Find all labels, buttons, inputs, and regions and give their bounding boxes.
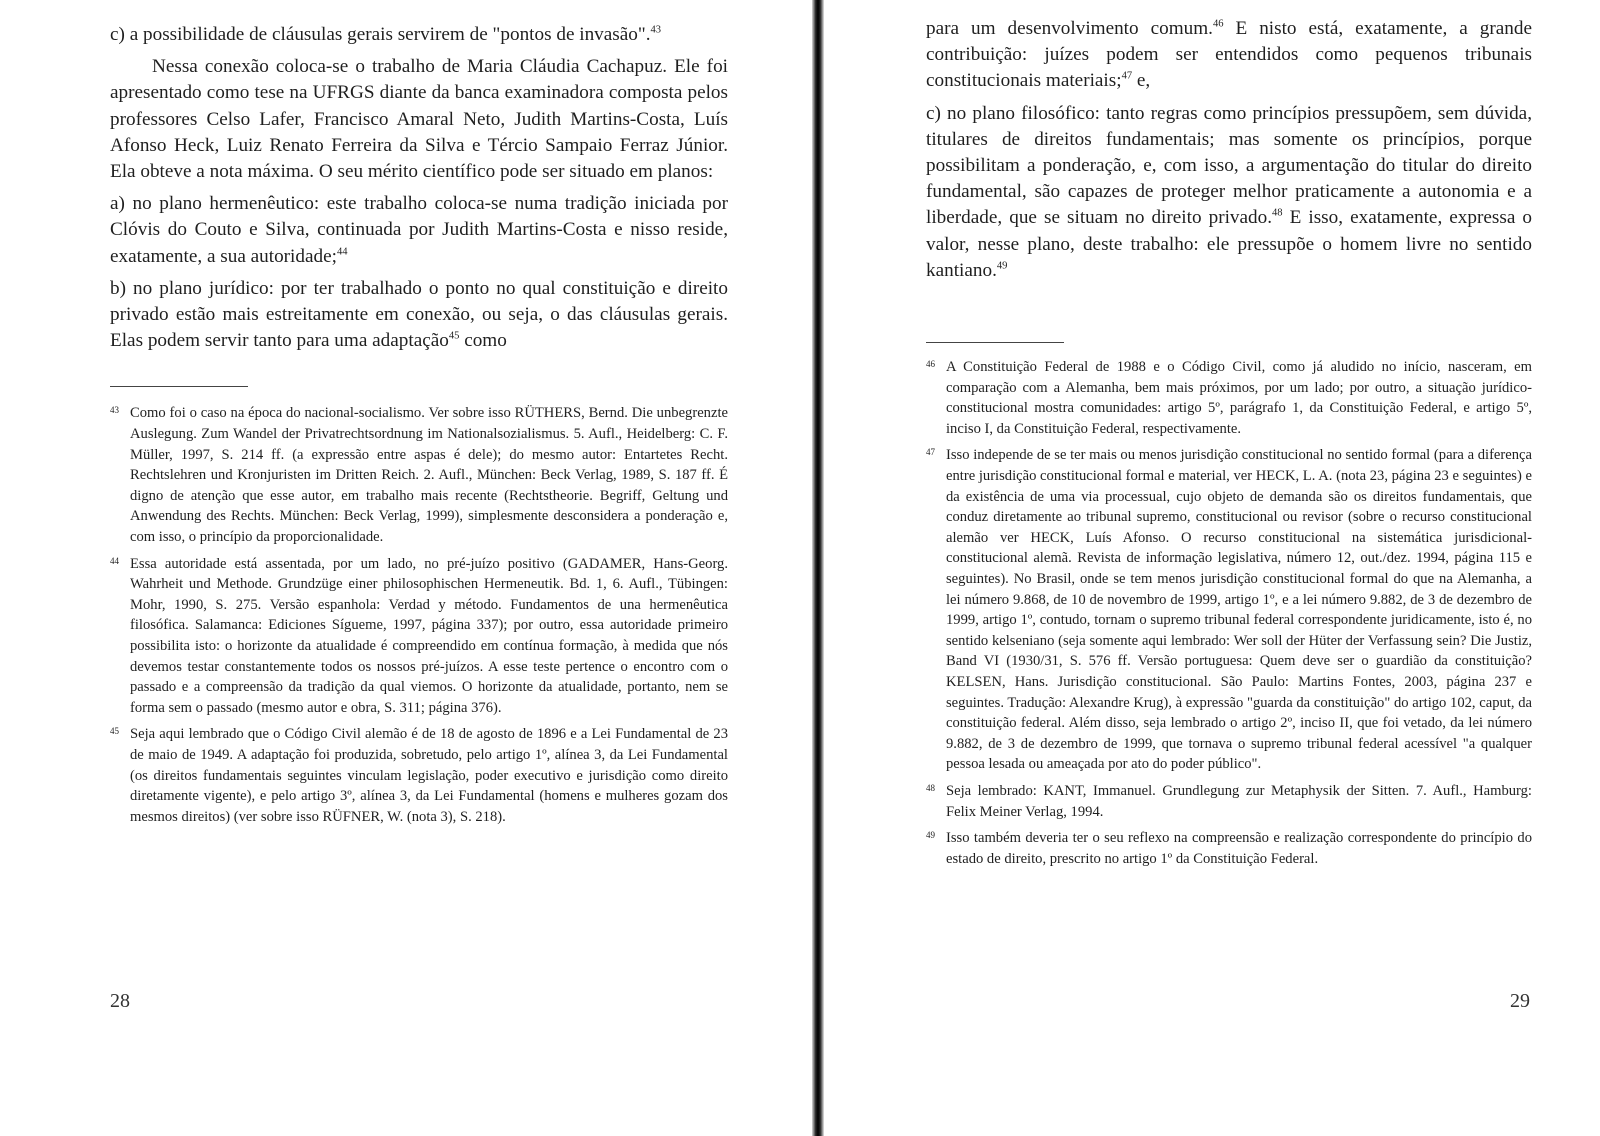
right-paragraph: para um desenvolvimento comum.$^{46}$ E nisto está, exatamente, a grande contribuição: juízes podem ser entendidos como pequenos tribunais constitucionais materiais;$^{47}$ e, (926, 18, 1532, 92)
footnote-text: Seja lembrado: KANT, Immanuel. Grundlegung zur Metaphysik der Sitten. 7. Aufl., Hamburg: Felix Meiner Verlag, 1994. (946, 782, 1532, 820)
footnote (926, 781, 1532, 822)
footnote-divider (110, 386, 248, 387)
footnote-number: 48 (926, 782, 935, 793)
footnote-divider (926, 342, 1064, 343)
footnote-text: Isso independe de se ter mais ou menos jurisdição constitucional no sentido formal (para a diferença entre jurisdição constitucional formal e material, ver HECK, L. A. (nota 23, página 23 e seguintes) e da existência de uma via processual, cujo objeto de demanda são os direitos fundamentais, que conduz diretamente ao tribunal supremo, constitucional ou revisor (sobre o recurso constitucional alemão ver HECK, Luís Afonso. O recurso constitucional na sistemática jurisdicional-constitucional alemã. Revista de informação legislativa, número 12, out./dez. 1994, página 115 e seguintes). No Brasil, onde se tem menos jurisdição constitucional formal do que na Alemanha, a lei número 9.868, de 10 de novembro de 1999, artigo 1º, e a lei número 9.882, de 3 de dezembro de 1999, artigo 1º, contudo, tornam o supremo tribunal federal correspondente juridicamente, isto é, no sentido kelseniano (seja somente aqui lembrado: Wer soll der Hüter der Verfassung sein? Die Justiz, Band VI (1930/31, S. 576 ff. Versão portuguesa: Quem deve ser o guardião da constituição? KELSEN, Hans. Jurisdição constitucional. São Paulo: Martins Fontes, 2003, página 237 e seguintes. Tradução: Alexandre Krug), à expressão "guarda da constituição" do artigo 102, caput, da constituição federal. Além disso, seja lembrado o artigo 2º, inciso II, que foi vetado, da lei número 9.882, de 3 de dezembro de 1999, que tornava o supremo tribunal federal acessível "a qualquer pessoa lesada ou ameaçada por ato do poder público". (946, 447, 1532, 773)
footnote (926, 445, 1532, 775)
note-ref: 49 (996, 260, 1008, 272)
footnote (110, 554, 728, 719)
left-body-text (110, 22, 728, 354)
footnote (926, 828, 1532, 869)
right-body-text (926, 16, 1532, 284)
note-ref: 48 (1272, 208, 1283, 220)
footnote-number: 43 (110, 405, 119, 416)
page-number-right: 29 (1510, 990, 1530, 1012)
left-paragraph: b) no plano jurídico: por ter trabalhado o ponto no qual constituição e direito privado estão mais estreitamente em conexão, ou seja, o das cláusulas gerais. Elas podem servir tanto para uma adaptação$^{45}$ como (110, 277, 728, 352)
note-ref: 46 (1212, 18, 1224, 30)
right-page (822, 0, 1600, 1136)
note-ref: 47 (1121, 71, 1133, 83)
footnote (110, 724, 728, 827)
right-paragraph: c) no plano filosófico: tanto regras como princípios pressupõem, sem dúvida, titulares de direitos fundamentais; mas somente os princípios, porque possibilitam a ponderação, e, com isso, a argumentação do titular do direito fundamental, são capazes de proteger melhor praticamente a autonomia e a liberdade, que se situam no direito privado.$^{48}$ E isso, exatamente, expressa o valor, nesse plano, deste trabalho: ele pressupõe o homem livre no sentido kantiano.$^{49}$ (926, 102, 1532, 281)
footnote-number: 44 (110, 555, 119, 566)
note-ref: 45 (448, 330, 460, 342)
left-footnotes (110, 403, 728, 827)
footnote-text: Isso também deveria ter o seu reflexo na compreensão e realização correspondente do princípio do estado de direito, prescrito no artigo 1º da Constituição Federal. (946, 830, 1532, 867)
footnote-text: Seja aqui lembrado que o Código Civil alemão é de 18 de agosto de 1896 e a Lei Fundamental de 23 de maio de 1949. A adaptação foi produzida, sobretudo, pelo artigo 1º, alínea 3, da Lei Fundamental (os direitos fundamentais seguintes vinculam legislação, poder executivo e jurisdição como direito diretamente vigente), e pelo artigo 3º, alínea 3, da Lei Fundamental (homens e mulheres gozam dos mesmos direitos) (ver sobre isso RÜFNER, W. (nota 3), S. 218). (130, 726, 728, 825)
footnote-number: 45 (110, 726, 119, 737)
note-ref: 43 (650, 24, 662, 36)
footnote (110, 403, 728, 547)
left-paragraph: c) a possibilidade de cláusulas gerais servirem de "pontos de invasão".$^{43}$ (110, 24, 662, 45)
left-paragraph: a) no plano hermenêutico: este trabalho coloca-se numa tradição iniciada por Clóvis do Couto e Silva, continuada por Judith Martins-Costa e nisso reside, exatamente, a sua autoridade;$^{44}$ (110, 193, 728, 267)
footnote-text: Como foi o caso na época do nacional-socialismo. Ver sobre isso RÜTHERS, Bernd. Die unbegrenzte Auslegung. Zum Wandel der Privatrechtsordnung im Nationalsozialismus. 5. Aufl., Heidelberg: C. F. Müller, 1997, S. 214 ff. (a expressão entre aspas é dele); do mesmo autor: Entartetes Recht. Rechtslehren und Kronjuristen im Dritten Reich. 2. Aufl., München: Beck Verlag, 1989, S. 187 ff. É digno de atenção que esse autor, em trabalho mais recente (Rechtstheorie. Begriff, Geltung und Anwendung des Rechts. München: Beck Verlag, 1999), simplesmente desconsidera a ponderação e, com isso, o princípio da proporcionalidade. (130, 405, 728, 545)
note-ref: 44 (336, 246, 348, 258)
footnote (926, 357, 1532, 439)
right-footnotes (926, 357, 1532, 869)
footnote-number: 46 (926, 359, 935, 370)
footnote-text: A Constituição Federal de 1988 e o Código Civil, como já aludido no início, nasceram, em comparação com a Alemanha, bem mais próximos, por um lado; por outro, a situação jurídico-constitucional mostra comunidades: artigo 5º, parágrafo 1, da Constituição Federal, e artigo 5º, inciso I, da Constituição Federal, respectivamente. (946, 359, 1532, 437)
page-number-left: 28 (110, 990, 130, 1012)
left-paragraph: Nessa conexão coloca-se o trabalho de Maria Cláudia Cachapuz. Ele foi apresentado como tese na UFRGS diante da banca examinadora composta pelos professores Celso Lafer, Francisco Amaral Neto, Judith Martins-Costa, Luís Afonso Heck, Luiz Renato Ferreira da Silva e Tércio Sampaio Ferraz Júnior. Ela obteve a nota máxima. O seu mérito científico pode ser situado em planos: (110, 56, 728, 183)
footnote-number: 49 (926, 830, 935, 841)
footnote-number: 47 (926, 447, 935, 458)
footnote-text: Essa autoridade está assentada, por um lado, no pré-juízo positivo (GADAMER, Hans-Georg. Wahrheit und Methode. Grundzüge einer philosophischen Hermeneutik. Bd. 1, 6. Aufl., Tübingen: Mohr, 1990, S. 275. Versão espanhola: Verdad y método. Fundamentos de una hermenêutica filosófica. Salamanca: Ediciones Sígueme, 1997, página 337); por outro, essa autoridade primeiro possibilita isto: o horizonte da atualidade é compreendido em contínua formação, à medida que nós devemos testar constantemente todos os nossos pré-juízos. A esse teste pertence o encontro com o passado e a compreensão da tradição da qual viemos. O horizonte da atualidade, portanto, nem se forma sem o passado (mesmo autor e obra, S. 311; página 376). (130, 555, 728, 716)
